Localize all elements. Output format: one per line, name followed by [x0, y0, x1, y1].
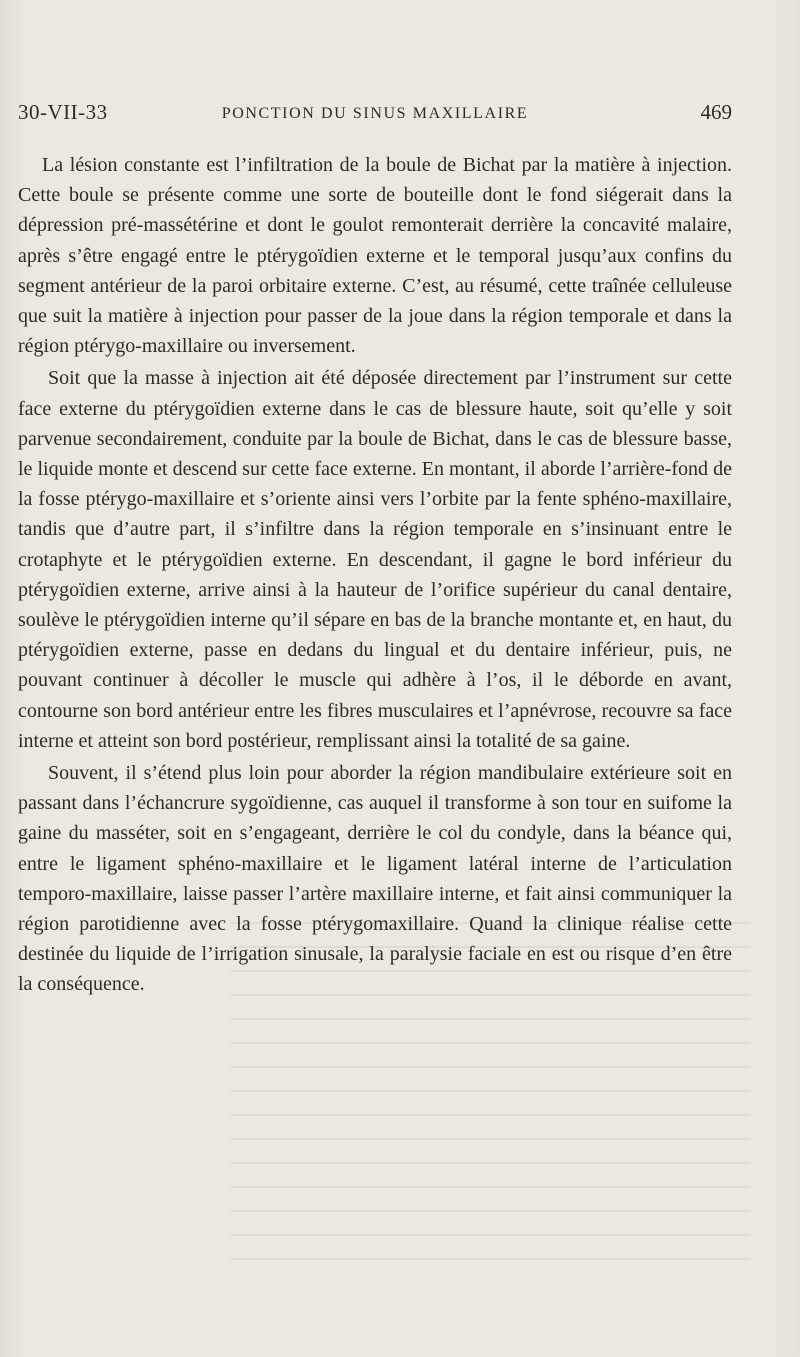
running-head — [18, 100, 732, 130]
paragraph-1: La lésion constante est l’infiltration de la boule de Bichat par la matière à injection. Cette boule se présente comme une sorte de bouteille dont le fond siégerait dans la dépression pré-massétérine et dont le goulot remonterait derrière la concavité malaire, après s’être engagé entre le ptérygoïdien externe et le temporal jusqu’aux confins du segment antérieur de la paroi orbitaire externe. C’est, au résumé, cette traînée celluleuse que suit la matière à injection pour passer de la joue dans la région temporale et dans la région ptérygo-maxillaire ou inversement. — [18, 154, 732, 358]
page-number: 469 — [700, 100, 732, 124]
paragraph-3: Souvent, il s’étend plus loin pour aborder la région mandibulaire extérieure soit en passant dans l’échancrure sygoïdienne, cas auquel il transforme à son tour en suifome la gaine du masséter, soit en s’engageant, derrière le col du condyle, dans la béance qui, entre le ligament sphéno-maxillaire et le ligament latéral interne de l’articulation temporo-maxillaire, laisse passer l’artère maxillaire interne, et fait ainsi communiquer la région parotidienne avec la fosse ptérygomaxillaire. Quand la clinique réalise cette destinée du liquide de l’irrigation sinusale, la paralysie faciale en est ou risque d’en être la conséquence. — [18, 762, 732, 996]
running-head-date: 30-VII-33 — [18, 100, 108, 124]
paragraph-2: Soit que la masse à injection ait été déposée directement par l’instrument sur cette face externe du ptérygoïdien externe dans le cas de blessure haute, soit qu’elle y soit parvenue secondairement, conduite par la boule de Bichat, dans le cas de blessure basse, le liquide monte et descend sur cette face externe. En montant, il aborde l’arrière-fond de la fosse ptérygo-maxillaire et s’oriente ainsi vers l’orbite par la fente sphéno-maxillaire, tandis que d’autre part, il s’infiltre dans la région temporale en s’insinuant entre le crotaphyte et le ptérygoïdien externe. En descendant, il gagne le bord inférieur du ptérygoïdien externe, arrive ainsi à la hauteur de l’orifice supérieur du canal dentaire, soulève le ptérygoïdien interne qu’il sépare en bas de la branche montante et, en haut, du ptérygoïdien externe, passe en dedans du lingual et du dentaire inférieur, puis, ne pouvant continuer à décoller le muscle qui adhère à l’os, il le déborde en avant, contourne son bord antérieur entre les fibres musculaires et l’apnévrose, recouvre sa face interne et atteint son bord postérieur, remplissant ainsi la totalité de sa gaine. — [18, 367, 732, 752]
running-head-title: PONCTION DU SINUS MAXILLAIRE — [221, 105, 529, 122]
body-text — [18, 150, 732, 1002]
